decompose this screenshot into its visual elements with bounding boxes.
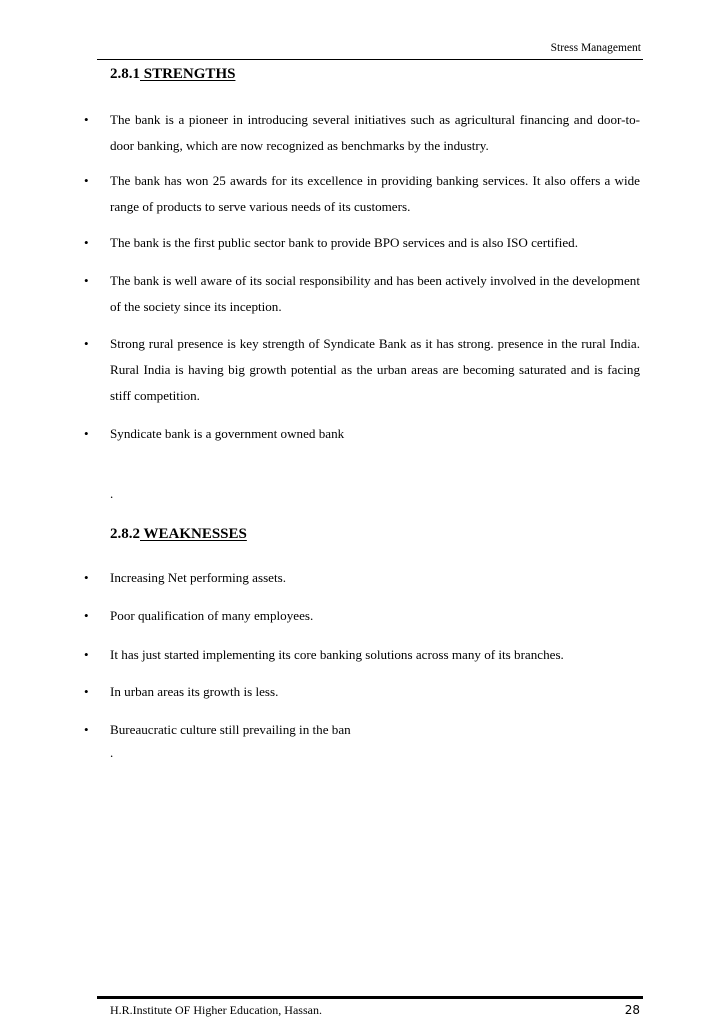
list-item-text: The bank is a pioneer in introducing several initiatives such as agricultural financing and door-to-door banking, which are now recognized as benchmarks by the industry. bbox=[110, 112, 640, 153]
section-heading-weaknesses bbox=[110, 526, 247, 543]
stray-period: . bbox=[110, 745, 114, 760]
bullet-icon: • bbox=[84, 722, 89, 737]
list-item-text: Increasing Net performing assets. bbox=[110, 570, 286, 585]
list-item bbox=[84, 603, 640, 629]
stray-period: . bbox=[110, 486, 114, 501]
list-item bbox=[84, 565, 640, 591]
bullet-icon: • bbox=[84, 684, 89, 699]
bullet-icon: • bbox=[84, 570, 89, 585]
bullet-icon: • bbox=[84, 608, 89, 623]
list-item-text: Bureaucratic culture still prevailing in the ban bbox=[110, 722, 351, 737]
page-header-rule bbox=[97, 59, 643, 60]
section-title: WEAKNESSES bbox=[140, 526, 247, 542]
footer-institution: H.R.Institute OF Higher Education, Hassan. bbox=[110, 1003, 322, 1017]
list-item-text: The bank has won 25 awards for its excellence in providing banking services. It also offers a wide range of products to serve various needs of its customers. bbox=[110, 173, 640, 214]
list-item bbox=[84, 107, 640, 159]
section-heading-strengths bbox=[110, 66, 235, 83]
list-item-text: Poor qualification of many employees. bbox=[110, 608, 314, 623]
list-item bbox=[84, 331, 640, 409]
bullet-icon: • bbox=[84, 112, 89, 127]
section-title: STRENGTHS bbox=[140, 66, 236, 82]
list-item-text: In urban areas its growth is less. bbox=[110, 684, 279, 699]
list-item bbox=[84, 230, 640, 256]
section-number: 2.8.1 bbox=[110, 66, 140, 82]
bullet-icon: • bbox=[84, 647, 89, 662]
list-item-text: Strong rural presence is key strength of Syndicate Bank as it has strong. presence in the rural India. Rural India is having big growth potential as the urban areas are becoming saturated and is facing stiff competition. bbox=[110, 336, 640, 403]
list-item bbox=[84, 642, 640, 668]
page-footer-rule bbox=[97, 996, 643, 999]
bullet-icon: • bbox=[84, 273, 89, 288]
bullet-icon: • bbox=[84, 173, 89, 188]
bullet-icon: • bbox=[84, 336, 89, 351]
list-item bbox=[84, 717, 640, 743]
page-header-title: Stress Management bbox=[550, 42, 641, 54]
list-item-text: Syndicate bank is a government owned bank bbox=[110, 426, 345, 441]
list-item bbox=[84, 168, 640, 220]
list-item bbox=[84, 679, 640, 705]
bullet-icon: • bbox=[84, 426, 89, 441]
page-number: 28 bbox=[624, 1003, 640, 1017]
list-item-text: It has just started implementing its core banking solutions across many of its branches. bbox=[110, 647, 564, 662]
list-item bbox=[84, 268, 640, 320]
list-item bbox=[84, 421, 640, 447]
list-item-text: The bank is well aware of its social responsibility and has been actively involved in the development of the society since its inception. bbox=[110, 273, 640, 314]
list-item-text: The bank is the first public sector bank to provide BPO services and is also ISO certified. bbox=[110, 235, 578, 250]
bullet-icon: • bbox=[84, 235, 89, 250]
section-number: 2.8.2 bbox=[110, 526, 140, 542]
